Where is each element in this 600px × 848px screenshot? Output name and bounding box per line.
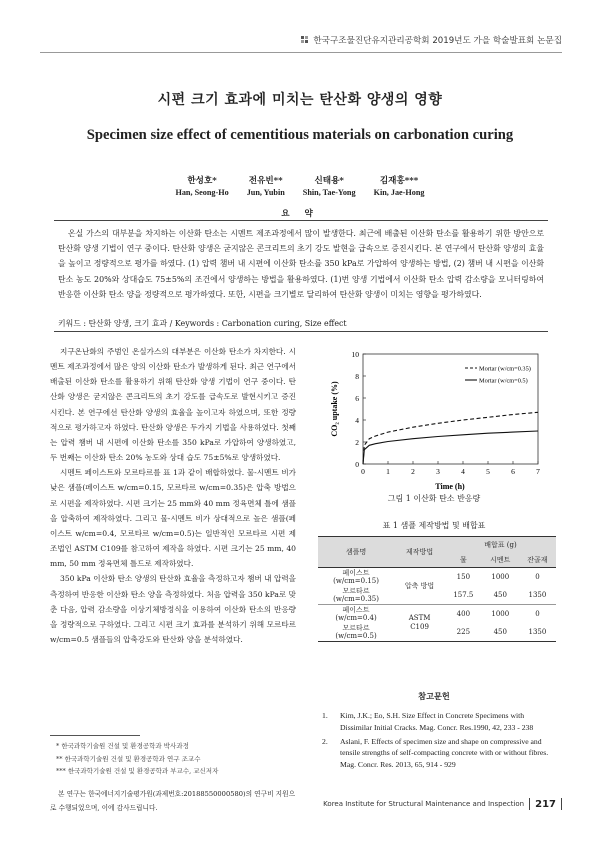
- sample-wcm: (w/cm=0.4): [335, 614, 377, 622]
- water-cell: 400: [456, 610, 471, 618]
- abstract-bottom-rule: [54, 331, 548, 332]
- water-cell: 225: [456, 628, 471, 636]
- y-tick-label: 6: [355, 394, 359, 403]
- x-axis-label: Time (h): [435, 482, 465, 491]
- reference-list: [322, 710, 552, 773]
- reference-item: [322, 710, 552, 734]
- water-cell: 157.5: [453, 591, 474, 599]
- table-header-row: [318, 537, 556, 553]
- method-cell: 압축 방법: [404, 582, 435, 590]
- body-paragraph: 지구온난화의 주범인 온실가스의 대부분은 이산화 탄소가 차지한다. 시멘트 제조과정에서 많은 양의 이산화 탄소가 발생하게 된다. 최근 연구에서 배출된 이산화 탄소를 활용하기 위해 탄산화 양생 기법이 연구 중이다. 탄산화 양생은 굳지않은 콘크리트의 초기 강도를 급속도로 발현시키고 증진시킨다. 본 연구에선 탄산화 양생의 효율을 높이고자 하였으며, 또한 정량적으로 평가하고자 하였다. 탄산화 양생은 두가지 기법을 사용하였다. 첫째는 압력 챔버 내 시편에 이산화 탄소를 350 kPa로 가압하여 양생하였고, 두 번째는 이산화 탄소 20% 농도와 상대 습도 75±5%로 양생하였다.: [50, 347, 296, 463]
- sample-name: 페이스트: [342, 606, 370, 614]
- page-footer: [323, 798, 562, 810]
- y-axis-label: CO₂ uptake (%): [330, 381, 339, 437]
- series-line: [363, 412, 538, 464]
- sample-wcm: (w/cm=0.35): [333, 595, 379, 603]
- abstract-heading: 요 약: [281, 209, 319, 219]
- header-divider: [40, 52, 562, 53]
- footer-organization: Korea Institute for Structural Maintenance and Inspection: [323, 800, 525, 808]
- header-sample: 샘플명: [318, 537, 394, 568]
- y-tick-label: 8: [355, 372, 359, 381]
- header-method: 제작방법: [394, 537, 445, 568]
- aggregate-cell: 1350: [528, 628, 547, 636]
- x-tick-label: 1: [386, 467, 390, 476]
- x-tick-label: 5: [486, 467, 490, 476]
- body-paragraph: 350 kPa 이산화 탄소 양생의 탄산화 효율을 측정하고자 챔버 내 압력을 측정하여 반응한 이산화 탄소 양을 측정하였다. 처음 압력을 350 kPa로 맞춘 다음, 압력 감소량을 이상기체방정식을 이용하여 이산화 탄소의 반응량을 정량적으로 구하였다. 그리고 시편 크기 효과를 분석하기 위해 모르타르 w/cm=0.5 샘플들의 압축강도와 탄산화 양을 분석하였다.: [50, 574, 296, 644]
- footnote: ** 한국과학기술원 건설 및 환경공학과 연구 조교수: [56, 754, 201, 763]
- water-cell: 150: [456, 573, 471, 581]
- body-text-column: [50, 344, 296, 647]
- author: [374, 174, 425, 197]
- legend-label: Mortar (w/cm=0.5): [479, 377, 528, 385]
- sample-name: 페이스트: [342, 569, 370, 577]
- reference-item: [322, 736, 552, 771]
- table-row: [318, 568, 556, 587]
- journal-title: 한국구조물진단유지관리공학회 2019년도 가을 학술발표회 논문집: [313, 36, 562, 46]
- table-caption: 표 1 샘플 제작방법 및 배합표: [382, 521, 486, 530]
- x-tick-label: 3: [436, 467, 440, 476]
- references-heading: 참고문헌: [418, 691, 450, 701]
- y-tick-label: 2: [355, 438, 359, 447]
- x-tick-label: 4: [461, 467, 465, 476]
- aggregate-cell: 0: [535, 610, 540, 618]
- reference-number: 1.: [322, 711, 328, 720]
- legend-label: Mortar (w/cm=0.35): [479, 365, 531, 373]
- footnotes: [50, 740, 300, 778]
- sample-wcm: (w/cm=0.15): [333, 577, 379, 585]
- sample-cell: [318, 605, 394, 624]
- figure-caption: 그림 1 이산화 탄소 반응량: [387, 494, 481, 503]
- author-name-ko: 김재홍***: [379, 176, 419, 186]
- method-cell: [394, 605, 445, 642]
- cement-cell: 1000: [491, 573, 510, 581]
- x-tick-label: 0: [361, 467, 365, 476]
- author: [247, 174, 285, 197]
- sample-cell: [318, 586, 394, 605]
- footnote-rule: [50, 735, 140, 736]
- footer-divider: [561, 798, 562, 810]
- method-code: C109: [410, 623, 429, 631]
- header-water: 물: [445, 552, 482, 568]
- acknowledgement: 본 연구는 한국에너지기술평가원(과제번호:20188550000580)의 연구비 지원으로 수행되었으며, 이에 감사드립니다.: [50, 790, 296, 812]
- footnote: *** 한국과학기술원 건설 및 환경공학과 부교수, 교신저자: [56, 767, 219, 775]
- method-astm: ASTM: [408, 614, 431, 622]
- keywords: 키워드 : 탄산화 양생, 크기 효과 / Keywords : Carbonation curing, Size effect: [58, 319, 347, 328]
- y-tick-label: 4: [355, 416, 359, 425]
- cement-cell: 1000: [491, 610, 510, 618]
- author-name-en: Kin, Jae-Hong: [373, 188, 425, 197]
- co2-uptake-chart: [315, 340, 553, 492]
- chart-svg: [315, 340, 553, 492]
- author-list: [0, 174, 600, 197]
- header-aggregate: 잔골재: [519, 552, 556, 568]
- title-korean: 시편 크기 효과에 미치는 탄산화 양생의 영향: [157, 92, 443, 108]
- author-name-ko: 전유빈**: [248, 176, 283, 186]
- aggregate-cell: 0: [535, 573, 540, 581]
- author-name-en: Han, Seong-Ho: [175, 188, 229, 197]
- sample-name: 모르타르: [342, 624, 370, 632]
- page-number: 217: [535, 798, 556, 810]
- author-name-ko: 한성호*: [187, 176, 217, 186]
- author: [303, 174, 356, 197]
- abstract-top-rule: [54, 220, 548, 221]
- author-name-ko: 신태용*: [314, 176, 344, 186]
- y-tick-label: 0: [355, 460, 359, 469]
- author-name-en: Shin, Tae-Yong: [302, 188, 356, 197]
- x-tick-label: 2: [411, 467, 415, 476]
- author: [175, 174, 228, 197]
- sample-cell: [318, 623, 394, 642]
- reference-text: Aslani, F. Effects of specimen size and shape on compressive and tensile strengths of self-compacting concrete with or without fibres. Mag. Concr. Res. 2013, 65, 914 - 929: [340, 736, 549, 770]
- header-cement: 시멘트: [482, 552, 519, 568]
- table-row: [318, 605, 556, 624]
- header-mix: 배합표 (g): [445, 537, 556, 553]
- sample-wcm: (w/cm=0.5): [335, 632, 377, 640]
- journal-header: [301, 34, 562, 46]
- sample-cell: [318, 568, 394, 587]
- title-english: Specimen size effect of cementitious materials on carbonation curing: [86, 127, 514, 143]
- reference-number: 2.: [322, 736, 328, 746]
- reference-text: Kim, J.K.; Eo, S.H. Size Effect in Concrete Specimens with Dissimilar Initial Cracks. Mag. Concr. Res.1990, 42, 233 - 238: [340, 711, 534, 732]
- sample-name: 모르타르: [342, 587, 370, 595]
- y-tick-label: 10: [351, 350, 359, 359]
- footnote: * 한국과학기술원 건설 및 환경공학과 박사과정: [56, 742, 189, 750]
- author-name-en: Jun, Yubin: [246, 188, 285, 197]
- series-line: [363, 431, 538, 464]
- footer-divider: [529, 798, 530, 810]
- cement-cell: 450: [493, 591, 507, 599]
- mix-table: [318, 536, 556, 642]
- x-tick-label: 7: [536, 467, 540, 476]
- body-paragraph: 시멘트 페이스트와 모르타르를 표 1과 같이 배합하였다. 물-시멘트 비가 낮은 샘플(페이스트 w/cm=0.15, 모르타르 w/cm=0.35)은 압축 방법으로 시편을 제작하였다. 시편 크기는 25 mm와 40 mm 정육면체 틀에 샘플을 압축하여 제작하였다. 그리고 물-시멘트 비가 상대적으로 높은 샘플(페이스트 w/cm=0.4, 모르타르 w/cm=0.5)는 일반적인 모르타르 시편 제조법인 ASTM C109를 참고하여 제작을 하였다. 시편 크기는 25 mm, 40 mm, 50 mm 정육면체 틀드로 제작하였다.: [50, 468, 296, 569]
- cement-cell: 450: [493, 628, 507, 636]
- aggregate-cell: 1350: [528, 591, 547, 599]
- x-tick-label: 6: [511, 467, 515, 476]
- journal-logo-icon: [301, 36, 309, 44]
- abstract-text: 온실 가스의 대부분을 차지하는 이산화 탄소는 시멘트 제조과정에서 많이 발생한다. 최근에 배출된 이산화 탄소를 활용하기 위한 방안으로 탄산화 양생 기법이 연구 중이다. 탄산화 양생은 굳지않은 콘크리트의 초기 강도 발현을 급속으로 증진시킨다. 본 연구에서 탄산화 양생의 효율을 높이고 정량적으로 평가를 하였다. (1) 압력 챔버 내 시편에 이산화 탄소를 350 kPa로 가압하여 양생하는 방법, (2) 챔버 내 시편을 이산화 탄소 농도 20%와 상대습도 75±5%의 조건에서 양생하는 방법을 활용하였다. (1)번 양생 기법에서 이산화 탄소 압력 감소량을 모니터링하여 반응한 이산화 탄소 양을 정량적으로 평가하였다. 또한, 시편을 크기별로 달리하여 탄산화 양생이 미치는 영향을 평가하였다.: [58, 229, 544, 299]
